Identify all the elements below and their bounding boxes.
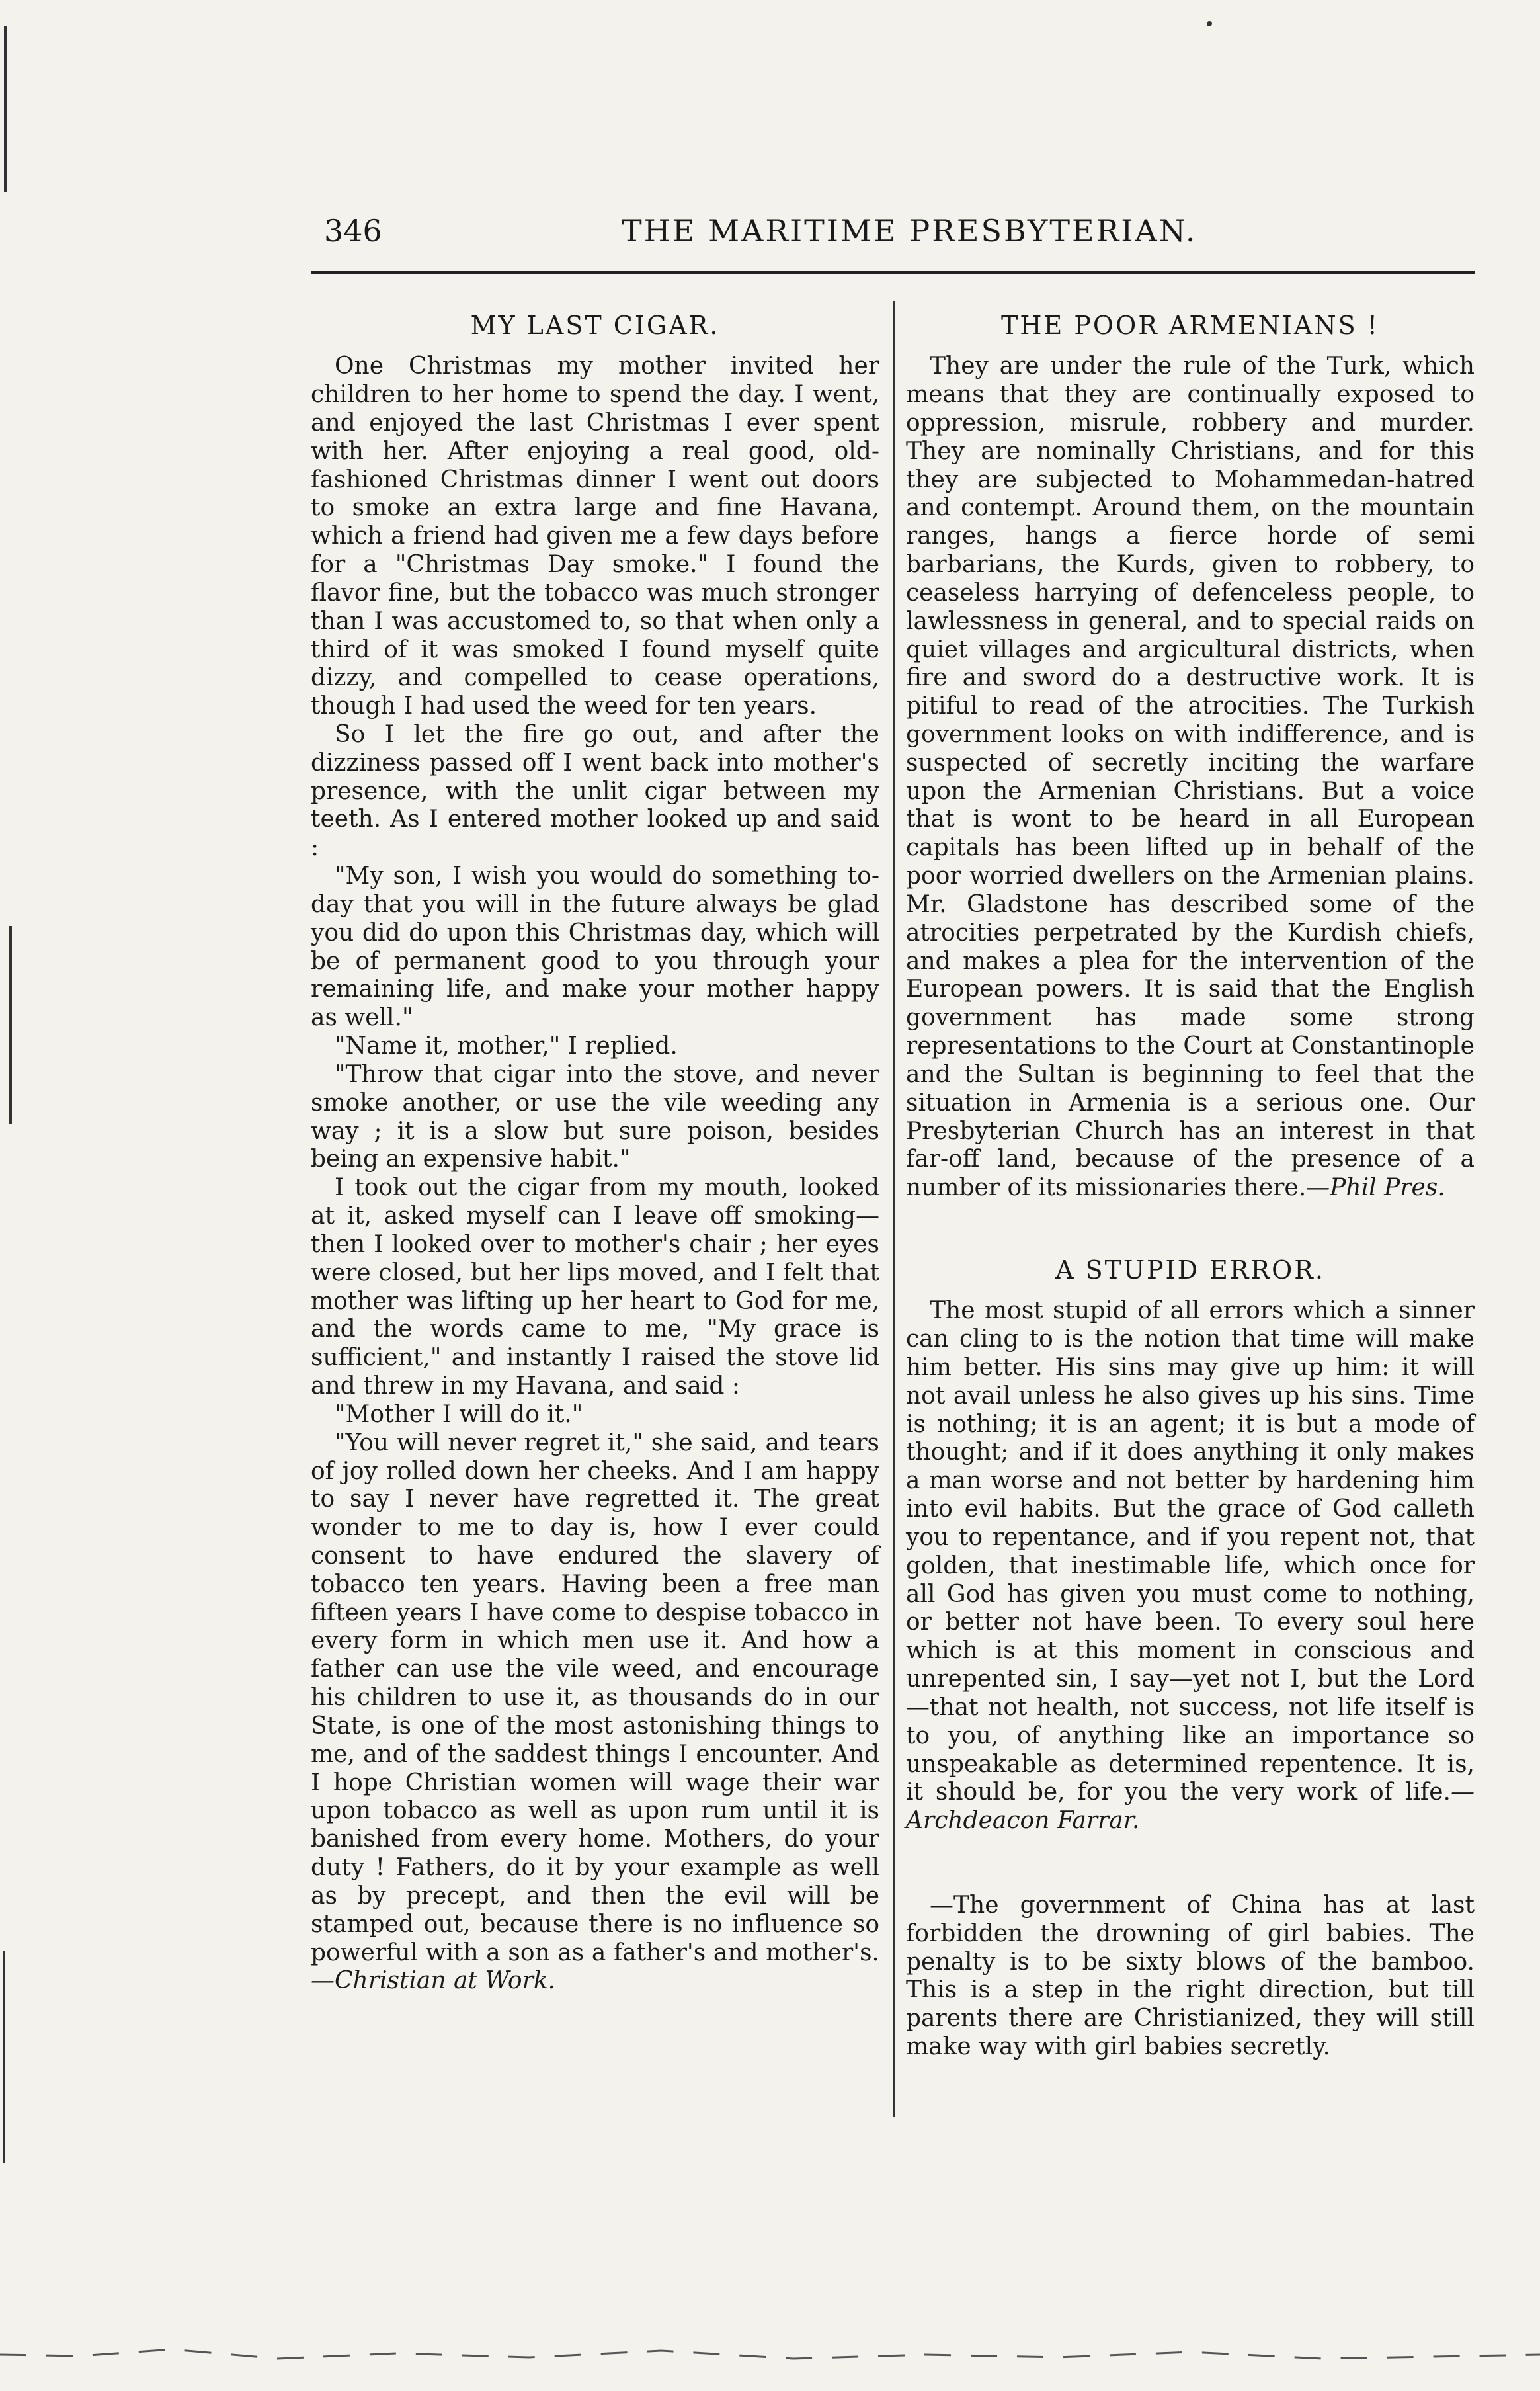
article-attribution: —Phil Pres. [1306,1174,1445,1202]
header-rule [311,271,1475,274]
article-paragraph-text: The most stupid of all errors which a sinner can cling to is the notion that time will make him better. His sins may give up him: it will not avail unless he also gives up his sins. Time is nothing; it is an agent; it is but a mode of thought; and if it does anything it only makes a man worse and not better by hardening him into evil habits. But the grace of God calleth you to repentance, and if you repent not, that golden, that inestimable life, which once for all God has given you must come to nothing, or better not have been. To every soul here which is at this moment in conscious and unrepented sin, I say—yet not I, but the Lord—that not health, not success, not life itself is to you, of anything like an importance so unspeakable as determined repentence. It is, it should be, for you the very work of life. [906,1297,1475,1806]
page-header [311,213,1289,255]
article-stupid-error [906,1255,1475,1835]
scan-bottom-smudge [0,2341,1540,2368]
right-column-note [906,1892,1475,2062]
article-paragraph: I took out the cigar from my mouth, looked at it, asked myself can I leave off smoking—then I looked over to mother's chair ; her eyes were closed, but her lips moved, and I felt that mother was lifting up her heart to God for me, and the words came to me, "My grace is sufficient," and instantly I raised the stove lid and threw in my Havana, and said : [311,1174,879,1400]
article-poor-armenians [906,311,1475,1202]
article-attribution: —Christian at Work. [311,1967,556,1995]
scan-edge-mark [9,926,12,1124]
article-paragraph-text: They are under the rule of the Turk, which means that they are continually exposed to oppression, misrule, robbery and murder. They are nominally Christians, and for this they are subjected to Mohammedan-hatred and contempt. Around them, on the mountain ranges, hangs a fierce horde of semi barbarians, the Kurds, given to robbery, to ceaseless harrying of defenceless people, to lawlessness in general, and to special raids on quiet villages and argicultural districts, when fire and sword do a destructive work. It is pitiful to read of the atrocities. The Turkish government looks on with indifference, and is suspected of secretly inciting the warfare upon the Armenian Christians. But a voice that is wont to be heard in all European capitals has been lifted up in behalf of the poor worried dwellers on the Armenian plains. Mr. Gladstone has described some of the atrocities perpetrated by the Kurdish chiefs, and makes a plea for the intervention of the European powers. It is said that the English government has made some strong representations to the Court at Constantinople and the Sultan is beginning to feel that the situation in Armenia is a serious one. Our Presbyterian Church has an interest in that far-off land, because of the presence of a number of its missionaries there. [906,353,1475,1202]
article-attribution: —Archdeacon Farrar. [906,1779,1475,1835]
scan-edge-mark [3,1951,5,2163]
article-title: A STUPID ERROR. [1055,1255,1325,1285]
scan-edge-mark [4,26,7,192]
article-title: MY LAST CIGAR. [470,311,720,340]
article-paragraph [906,353,1475,1202]
article-paragraph: So I let the fire go out, and after the dizziness passed off I went back into mother's presence, with the unlit cigar between my teeth. As I entered mother looked up and said : [311,720,879,862]
article-my-last-cigar [311,311,879,1995]
right-column [906,311,1475,1835]
article-paragraph [906,1297,1475,1835]
article-china-note [906,1892,1475,2062]
article-paragraph: One Christmas my mother invited her children to her home to spend the day. I went, and enjoyed the last Christmas I ever spent with her. After enjoying a real good, old-fashioned Christmas dinner I went out doors to smoke an extra large and fine Havana, which a friend had given me a few days before for a "Christmas Day smoke." I found the flavor fine, but the tobacco was much stronger than I was accustomed to, so that when only a third of it was smoked I found myself quite dizzy, and compelled to cease operations, though I had used the weed for ten years. [311,353,879,720]
article-title: THE POOR ARMENIANS ! [1001,311,1379,340]
article-paragraph [311,1429,879,1996]
article-paragraph-text: "You will never regret it," she said, and tears of joy rolled down her cheeks. And I am happy to say I never have regretted it. The great wonder to me to day is, how I ever could consent to have endured the slavery of tobacco ten years. Having been a free man fifteen years I have come to despise tobacco in every form in which men use it. And how a father can use the vile weed, and encourage his children to use it, as thousands do in our State, is one of the most astonishing things to me, and of the saddest things I encounter. And I hope Christian women will wage their war upon tobacco as well as upon rum until it is banished from every home. Mothers, do your duty ! Fathers, do it by your example as well as by precept, and then the evil will be stamped out, because there is no influence so powerful with a son as a father's and mother's. [311,1429,879,1966]
page-number: 346 [324,213,382,249]
article-paragraph: "Name it, mother," I replied. [335,1032,678,1060]
article-paragraph: "Mother I will do it." [335,1400,583,1428]
running-title: THE MARITIME PRESBYTERIAN. [622,213,1197,249]
article-paragraph: "My son, I wish you would do something to-day that you will in the future always be glad you did do upon this Christmas day, which will be of permanent good to you through your remaining life, and make your mother happy as well." [311,862,879,1032]
left-column [311,311,879,1995]
scan-speck [1207,21,1212,26]
article-paragraph: "Throw that cigar into the stove, and never smoke another, or use the vile weeding any way ; it is a slow but sure poison, besides being an expensive habit." [311,1060,879,1173]
article-paragraph: —The government of China has at last forbidden the drowning of girl babies. The penalty is to be sixty blows of the bamboo. This is a step in the right direction, but till parents there are Christianized, they will still make way with girl babies secretly. [906,1892,1475,2061]
column-rule [893,301,895,2117]
